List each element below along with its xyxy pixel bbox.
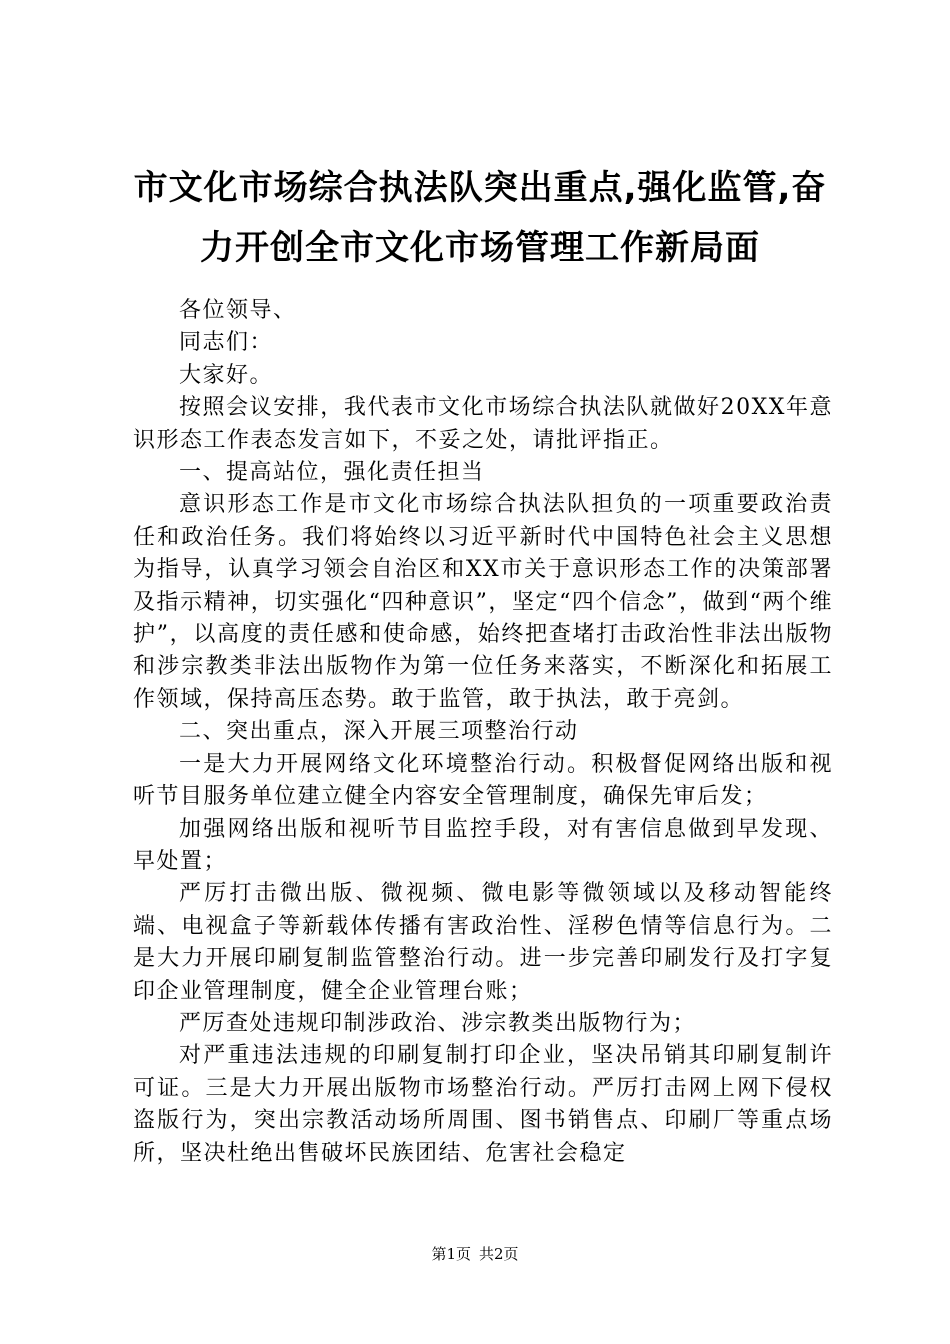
salutation-comrades: 同志们： xyxy=(179,330,274,356)
body-paragraph: 一是大力开展网络文化环境整治行动。积极督促网络出版和视听节目服务单位建立健全内容安全管理制度，确保先审后发； xyxy=(133,751,833,810)
body-paragraph: 严厉打击微出版、微视频、微电影等微领域以及移动智能终端、电视盒子等新载体传播有害政治性、淫秽色情等信息行为。二是大力开展印刷复制监管整治行动。进一步完善印刷发行及打字复印企业管理制度，健全企业管理台账； xyxy=(133,881,833,1004)
page-number: 第1页 xyxy=(431,1245,471,1263)
document-title: 市文化市场综合执法队突出重点,强化监管,奋力开创全市文化市场管理工作新局面 xyxy=(133,168,827,268)
body-paragraph: 加强网络出版和视听节目监控手段，对有害信息做到早发现、早处置； xyxy=(133,816,833,874)
greeting: 大家好。 xyxy=(179,362,274,388)
section-heading-2: 二、突出重点，深入开展三项整治行动 xyxy=(179,719,579,745)
salutation-leaders: 各位领导、 xyxy=(179,298,297,323)
page-footer xyxy=(0,1243,950,1265)
intro-paragraph: 按照会议安排，我代表市文化市场综合执法队就做好20XX年意识形态工作表态发言如下，不妥之处，请批评指正。 xyxy=(133,395,833,453)
section-heading-1: 一、提高站位，强化责任担当 xyxy=(179,460,485,486)
page-total: 共2页 xyxy=(479,1245,519,1263)
body-paragraph: 对严重违法违规的印刷复制打印企业，坚决吊销其印刷复制许可证。三是大力开展出版物市场整治行动。严厉打击网上网下侵权盗版行为，突出宗教活动场所周围、图书销售点、印刷厂等重点场所，坚决杜绝出售破坏民族团结、危害社会稳定 xyxy=(133,1043,833,1166)
body-paragraph: 严厉查处违规印制涉政治、涉宗教类出版物行为； xyxy=(179,1010,697,1036)
body-paragraph: 意识形态工作是市文化市场综合执法队担负的一项重要政治责任和政治任务。我们将始终以习近平新时代中国特色社会主义思想为指导，认真学习领会自治区和XX市关于意识形态工作的决策部署及指示精神，切实强化“四种意识”，坚定“四个信念”，做到“两个维护”，以高度的责任感和使命感，始终把查堵打击政治性非法出版物和涉宗教类非法出版物作为第一位任务来落实，不断深化和拓展工作领域，保持高压态势。敢于监管，敢于执法，敢于亮剑。 xyxy=(133,492,833,712)
document-body xyxy=(133,295,833,1170)
